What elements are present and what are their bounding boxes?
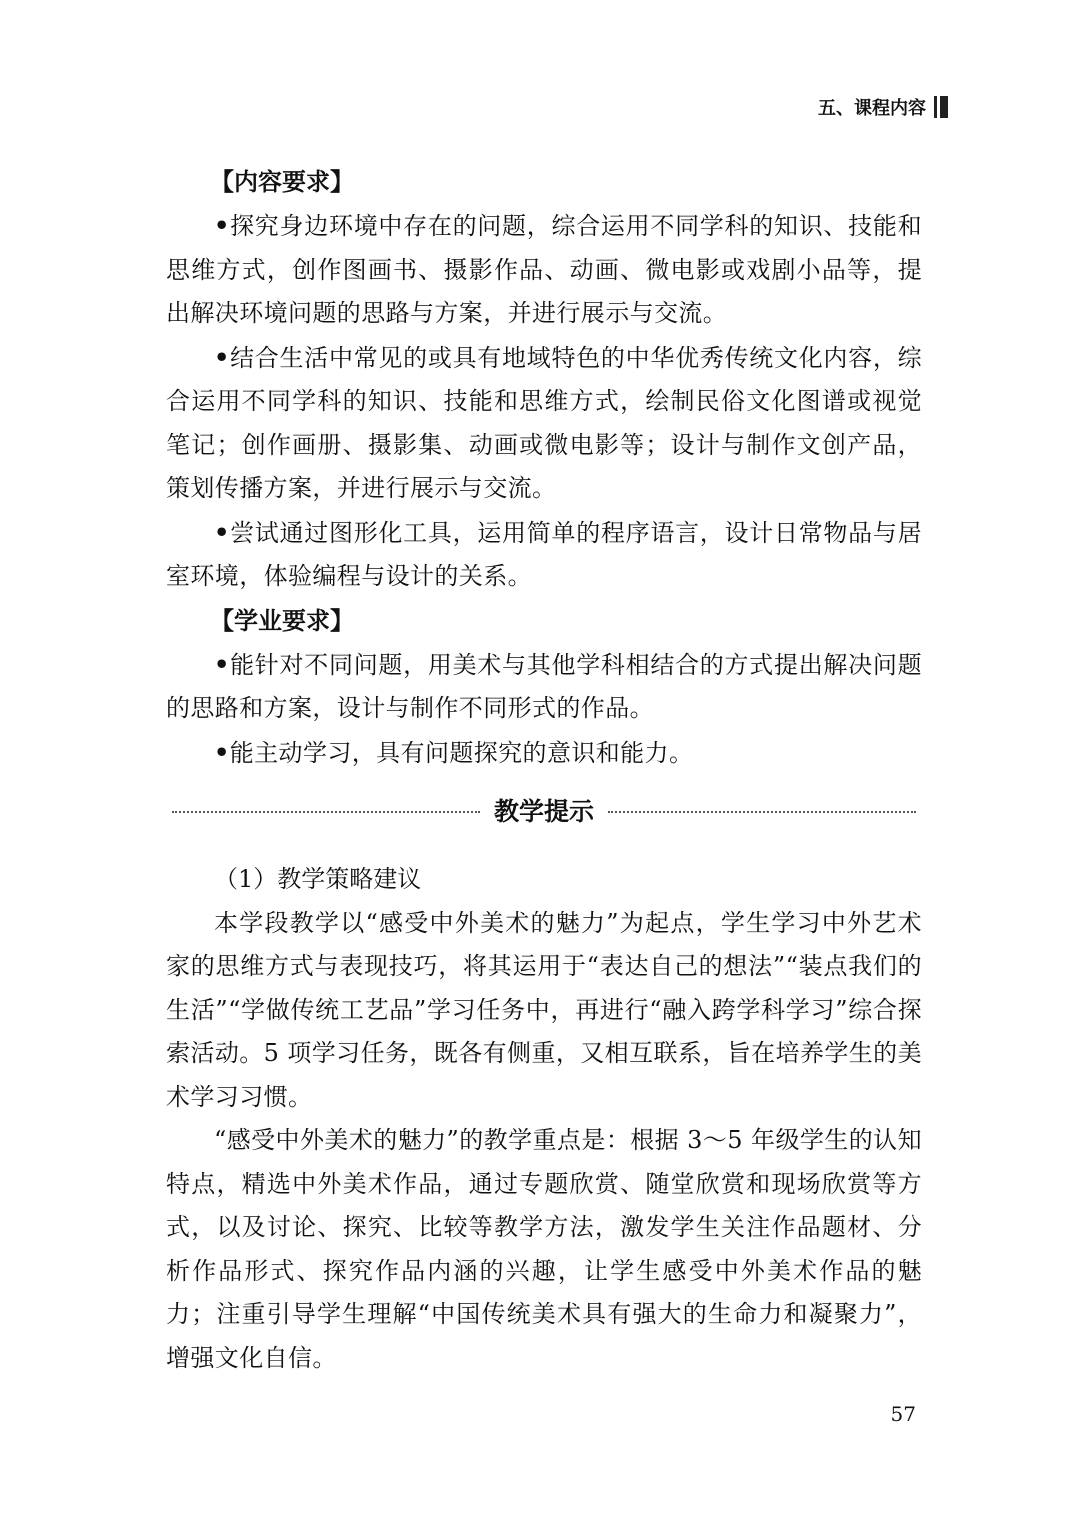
academic-bullet-1 — [166, 643, 922, 731]
page-number: 57 — [890, 1402, 916, 1426]
bullet-icon: • — [214, 737, 230, 767]
bullet-icon: • — [214, 211, 230, 240]
academic-requirements-title: 【学业要求】 — [210, 606, 354, 635]
bullet-icon: • — [214, 342, 230, 372]
divider-dotted-line-left — [172, 811, 480, 813]
content-bullet-1-text: 探究身边环境中存在的问题，综合运用不同学科的知识、技能和思维方式，创作图画书、摄影作品、动画、微电影或戏剧小品等，提出解决环境问题的思路与方案，并进行展示与交流。 — [166, 212, 922, 327]
content-requirements-title: 【内容要求】 — [210, 168, 354, 196]
teaching-tips-divider — [172, 792, 916, 832]
header-bars-decoration — [934, 96, 948, 118]
content-bullet-1 — [166, 204, 922, 336]
divider-dotted-line-right — [608, 811, 916, 813]
bullet-icon: • — [214, 649, 230, 679]
running-header — [818, 94, 948, 120]
academic-bullet-2-text: 能主动学习，具有问题探究的意识和能力。 — [229, 738, 694, 767]
content-bullet-3-text: 尝试通过图形化工具，运用简单的程序语言，设计日常物品与居室环境，体验编程与设计的关系。 — [166, 518, 922, 590]
header-bar-thin — [934, 96, 937, 118]
teaching-strategy-subhead: （1）教学策略建议 — [214, 865, 422, 893]
content-bullet-2-text: 结合生活中常见的或具有地域特色的中华优秀传统文化内容，综合运用不同学科的知识、技能和思维方式，绘制民俗文化图谱或视觉笔记；创作画册、摄影集、动画或微电影等；设计与制作文创产品，策划传播方案，并进行展示与交流。 — [166, 343, 922, 502]
teaching-paragraph-1: 本学段教学以“感受中外美术的魅力”为起点，学生学习中外艺术家的思维方式与表现技巧，将其运用于“表达自己的想法”“装点我们的生活”“学做传统工艺品”学习任务中，再进行“融入跨学科学习”综合探索活动。5 项学习任务，既各有侧重，又相互联系，旨在培养学生的美术学习习惯。 — [166, 908, 922, 1111]
teaching-tips-title: 教学提示 — [494, 797, 595, 826]
content-bullet-2 — [166, 336, 922, 511]
running-header-title: 五、课程内容 — [818, 98, 926, 119]
teaching-tips-section — [166, 858, 922, 1380]
content-bullet-3 — [166, 511, 922, 599]
teaching-paragraph-2: “感受中外美术的魅力”的教学重点是：根据 3～5 年级学生的认知特点，精选中外美术作品，通过专题欣赏、随堂欣赏和现场欣赏等方式，以及讨论、探究、比较等教学方法，激发学生关注作品题材、分析作品形式、探究作品内涵的兴趣，让学生感受中外美术作品的魅力；注重引导学生理解“中国传统美术具有强大的生命力和凝聚力”，增强文化自信。 — [166, 1126, 922, 1372]
header-bar-thick — [940, 96, 948, 118]
bullet-icon: • — [214, 517, 230, 547]
requirements-section — [166, 160, 922, 775]
academic-bullet-2 — [166, 731, 922, 776]
academic-bullet-1-text: 能针对不同问题，用美术与其他学科相结合的方式提出解决问题的思路和方案，设计与制作不同形式的作品。 — [166, 650, 922, 722]
